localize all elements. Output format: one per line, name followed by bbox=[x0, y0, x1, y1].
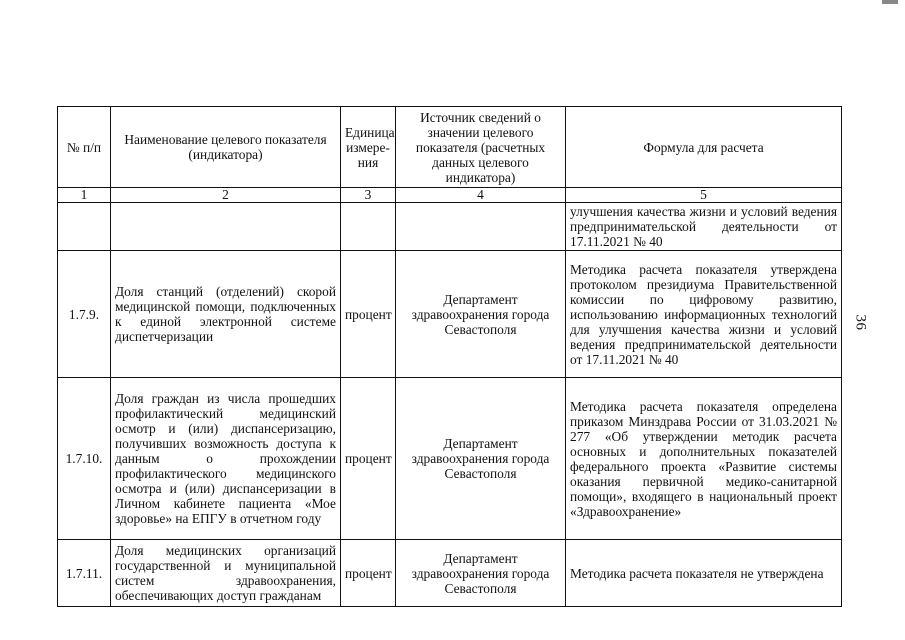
table-row bbox=[58, 540, 842, 607]
data-source: Департамент здравоохранения города Севастополя bbox=[396, 378, 566, 540]
data-source bbox=[396, 203, 566, 251]
calculation-formula: улучшения качества жизни и условий ведения предпринимательской деятельности от 17.11.2021 № 40 bbox=[566, 203, 842, 251]
row-number: 1.7.10. bbox=[58, 378, 111, 540]
indicators-table bbox=[57, 106, 842, 607]
indicator-name: Доля станций (отделений) скорой медицинской помощи, подключенных к единой электронной системе диспетчеризации bbox=[111, 251, 341, 378]
table-header-row bbox=[58, 107, 842, 188]
header-formula: Формула для расчета bbox=[566, 107, 842, 188]
unit: процент bbox=[341, 378, 396, 540]
unit bbox=[341, 203, 396, 251]
table-row bbox=[58, 378, 842, 540]
row-number bbox=[58, 203, 111, 251]
unit: процент bbox=[341, 540, 396, 607]
column-number: 5 bbox=[566, 188, 842, 203]
calculation-formula: Методика расчета показателя не утверждена bbox=[566, 540, 842, 607]
unit: процент bbox=[341, 251, 396, 378]
page-number: 36 bbox=[852, 314, 869, 331]
indicator-name: Доля граждан из числа прошедших профилактический медицинский осмотр и (или) диспансеризацию, получивших возможность доступа к данным о прохождении профилактического медицинского осмотра и (или) диспансеризации в Личном кабинете пациента «Мое здоровье» на ЕПГУ в отчетном году bbox=[111, 378, 341, 540]
header-number: № п/п bbox=[58, 107, 111, 188]
scan-edge-mark bbox=[882, 0, 898, 4]
calculation-formula: Методика расчета показателя утверждена протоколом президиума Правительственной комиссии по цифровому развитию, использованию информационных технологий для улучшения качества жизни и условий ведения предпринимательской деятельности от 17.11.2021 № 40 bbox=[566, 251, 842, 378]
column-numbers-row bbox=[58, 188, 842, 203]
data-source: Департамент здравоохранения города Севастополя bbox=[396, 251, 566, 378]
data-source: Департамент здравоохранения города Севастополя bbox=[396, 540, 566, 607]
indicator-name: Доля медицинских организаций государственной и муниципальной систем здравоохранения, обеспечивающих доступ гражданам bbox=[111, 540, 341, 607]
row-number: 1.7.9. bbox=[58, 251, 111, 378]
column-number: 2 bbox=[111, 188, 341, 203]
column-number: 4 bbox=[396, 188, 566, 203]
header-source: Источник сведений о значении целевого показателя (расчетных данных целевого индикатора) bbox=[396, 107, 566, 188]
table-row bbox=[58, 203, 842, 251]
indicator-name bbox=[111, 203, 341, 251]
column-number: 3 bbox=[341, 188, 396, 203]
calculation-formula: Методика расчета показателя определена приказом Минздрава России от 31.03.2021 № 277 «Об утверждении методик расчета основных и дополнительных показателей федерального проекта «Развитие системы оказания первичной медико-санитарной помощи», входящего в национальный проект «Здравоохранение» bbox=[566, 378, 842, 540]
header-unit: Единица измере-ния bbox=[341, 107, 396, 188]
header-indicator-name: Наименование целевого показателя (индикатора) bbox=[111, 107, 341, 188]
table-row bbox=[58, 251, 842, 378]
column-number: 1 bbox=[58, 188, 111, 203]
row-number: 1.7.11. bbox=[58, 540, 111, 607]
